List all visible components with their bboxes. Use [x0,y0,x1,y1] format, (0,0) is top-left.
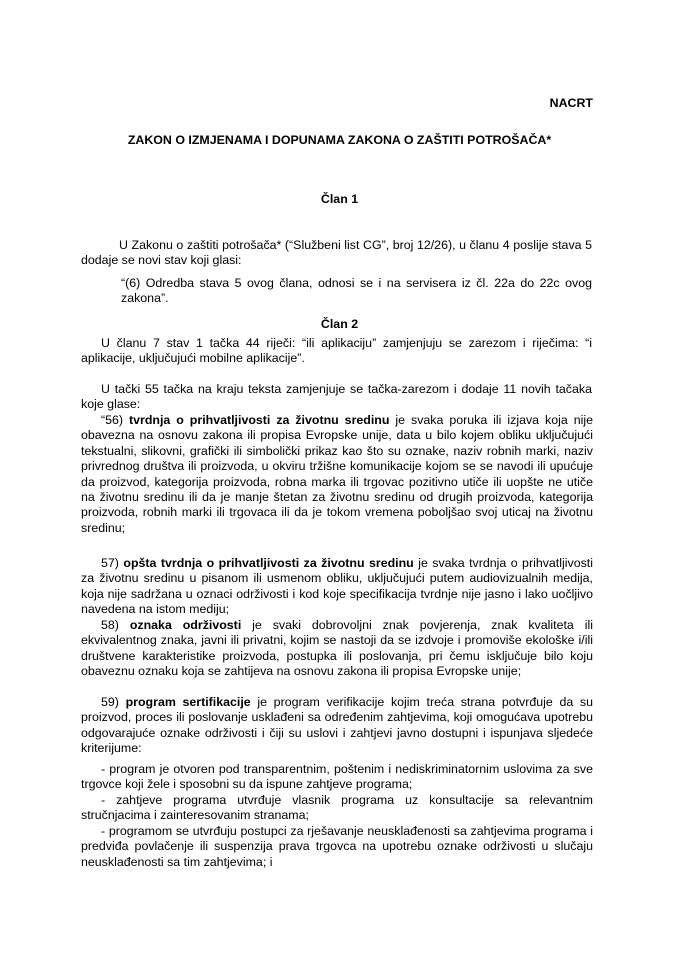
item-59-text: je program verifikacije kojim treća strana potvrđuje da su proizvod, proces ili poslovanje usklađeni sa određenim zahtjevima, koji omogućava upotrebu odgovarajuće oznake održivosti i čiji su uslovi i zahtjevi javno dostupni i ispunjava sljedeće kriterijume: [81,695,593,756]
item-58-number: 58) [101,618,119,632]
definition-item-56 [81,413,593,536]
criterion-bullet: - program je otvoren pod transparentnim, poštenim i nediskriminatornim uslovima za sve trgovce koji žele i sposobni su da ispune zahtjeve programa; [81,762,593,792]
article-1-paragraph: U Zakonu o zaštiti potrošača* (“Službeni list CG”, broj 12/26), u članu 4 poslije stava 5 dodaje se novi stav koji glasi: [81,238,592,268]
article-1-heading: Član 1 [320,192,359,206]
item-56-term: tvrdnja o prihvatljivosti za životnu sredinu [129,413,390,427]
article-2-heading: Član 2 [320,317,359,331]
definition-item-58 [81,618,593,680]
definition-item-59 [81,695,593,757]
item-57-number: 57) [101,556,119,570]
item-58-term: oznaka održivosti [129,618,242,632]
item-57-text: je svaka tvrdnja o prihvatljivosti za životnu sredinu u pisanom ili usmenom obliku, uključujući putem audiovizualnih medija, koja nije sadržana u oznaci održivosti i kod koje specifikacija tvrdnje nije jasno i lako uočljivo navedena na istom mediju; [81,556,593,617]
item-58-text: je svaki dobrovoljni znak povjerenja, znak kvaliteta ili ekvivalentnog znaka, javni ili privatni, kojim se nastoji da se izdvoje i promoviše ekološke i/ili društvene karakteristike proizvoda, postupka ili poslovanja, pri čemu isključuje bilo koju obaveznu oznaku koja se zahtijeva na osnovu zakona ili propisa Evropske unije; [81,618,593,679]
article-2-paragraph-1: U članu 7 stav 1 tačka 44 riječi: “ili aplikaciju” zamjenjuju se zarezom i riječima: “i aplikacije, uključujući mobilne aplikacije”. [81,336,592,366]
article-2-paragraph-2: U tački 55 tačka na kraju teksta zamjenjuje se tačka-zarezom i dodaje 11 novih tačaka koje glase: [81,382,592,412]
article-1-quoted-paragraph: “(6) Odredba stava 5 ovog člana, odnosi se i na servisera iz čl. 22a do 22c ovog zakona”. [121,276,592,306]
criterion-bullet: - zahtjeve programa utvrđuje vlasnik programa uz konsultacije sa relevantnim stručnjacima i zainteresovanim stranama; [81,793,593,823]
criterion-bullet: - programom se utvrđuju postupci za rješavanje neusklađenosti sa zahtjevima programa i predviđa povlačenje ili suspenzija prava trgovca na upotrebu oznake održivosti u slučaju neusklađenosti sa tim zahtjevima; i [81,824,593,869]
item-56-number: “56) [101,413,124,427]
item-56-text: je svaka poruka ili izjava koja nije obavezna na osnovu zakona ili propisa Evropske unije, data u bilo kojem obliku uključujući tekstualni, slikovni, grafički ili simbolički prikaz kao što su oznake, naziv robnih marki, naziv privrednog društva ili proizvoda, u okviru tržišne komunikacije kojom se se navodi ili upućuje da proizvod, kategorija proizvoda, robna marka ili trgovac pozitivno utiče ili uopšte ne utiče na životnu sredinu ili da je manje štetan za životnu sredinu od drugih proizvoda, kategorija proizvoda, robnih marki ili trgovaca ili da je tokom vremena poboljšao svoj uticaj na životnu sredinu; [81,413,593,535]
item-57-term: opšta tvrdnja o prihvatljivosti za životnu sredinu [123,556,414,570]
definition-item-57 [81,556,593,618]
item-59-number: 59) [101,695,119,709]
draft-label: NACRT [549,96,593,110]
item-59-term: program sertifikacije [125,695,251,709]
law-title: ZAKON O IZMJENAMA I DOPUNAMA ZAKONA O ZAŠTITI POTROŠAČA* [127,133,552,147]
